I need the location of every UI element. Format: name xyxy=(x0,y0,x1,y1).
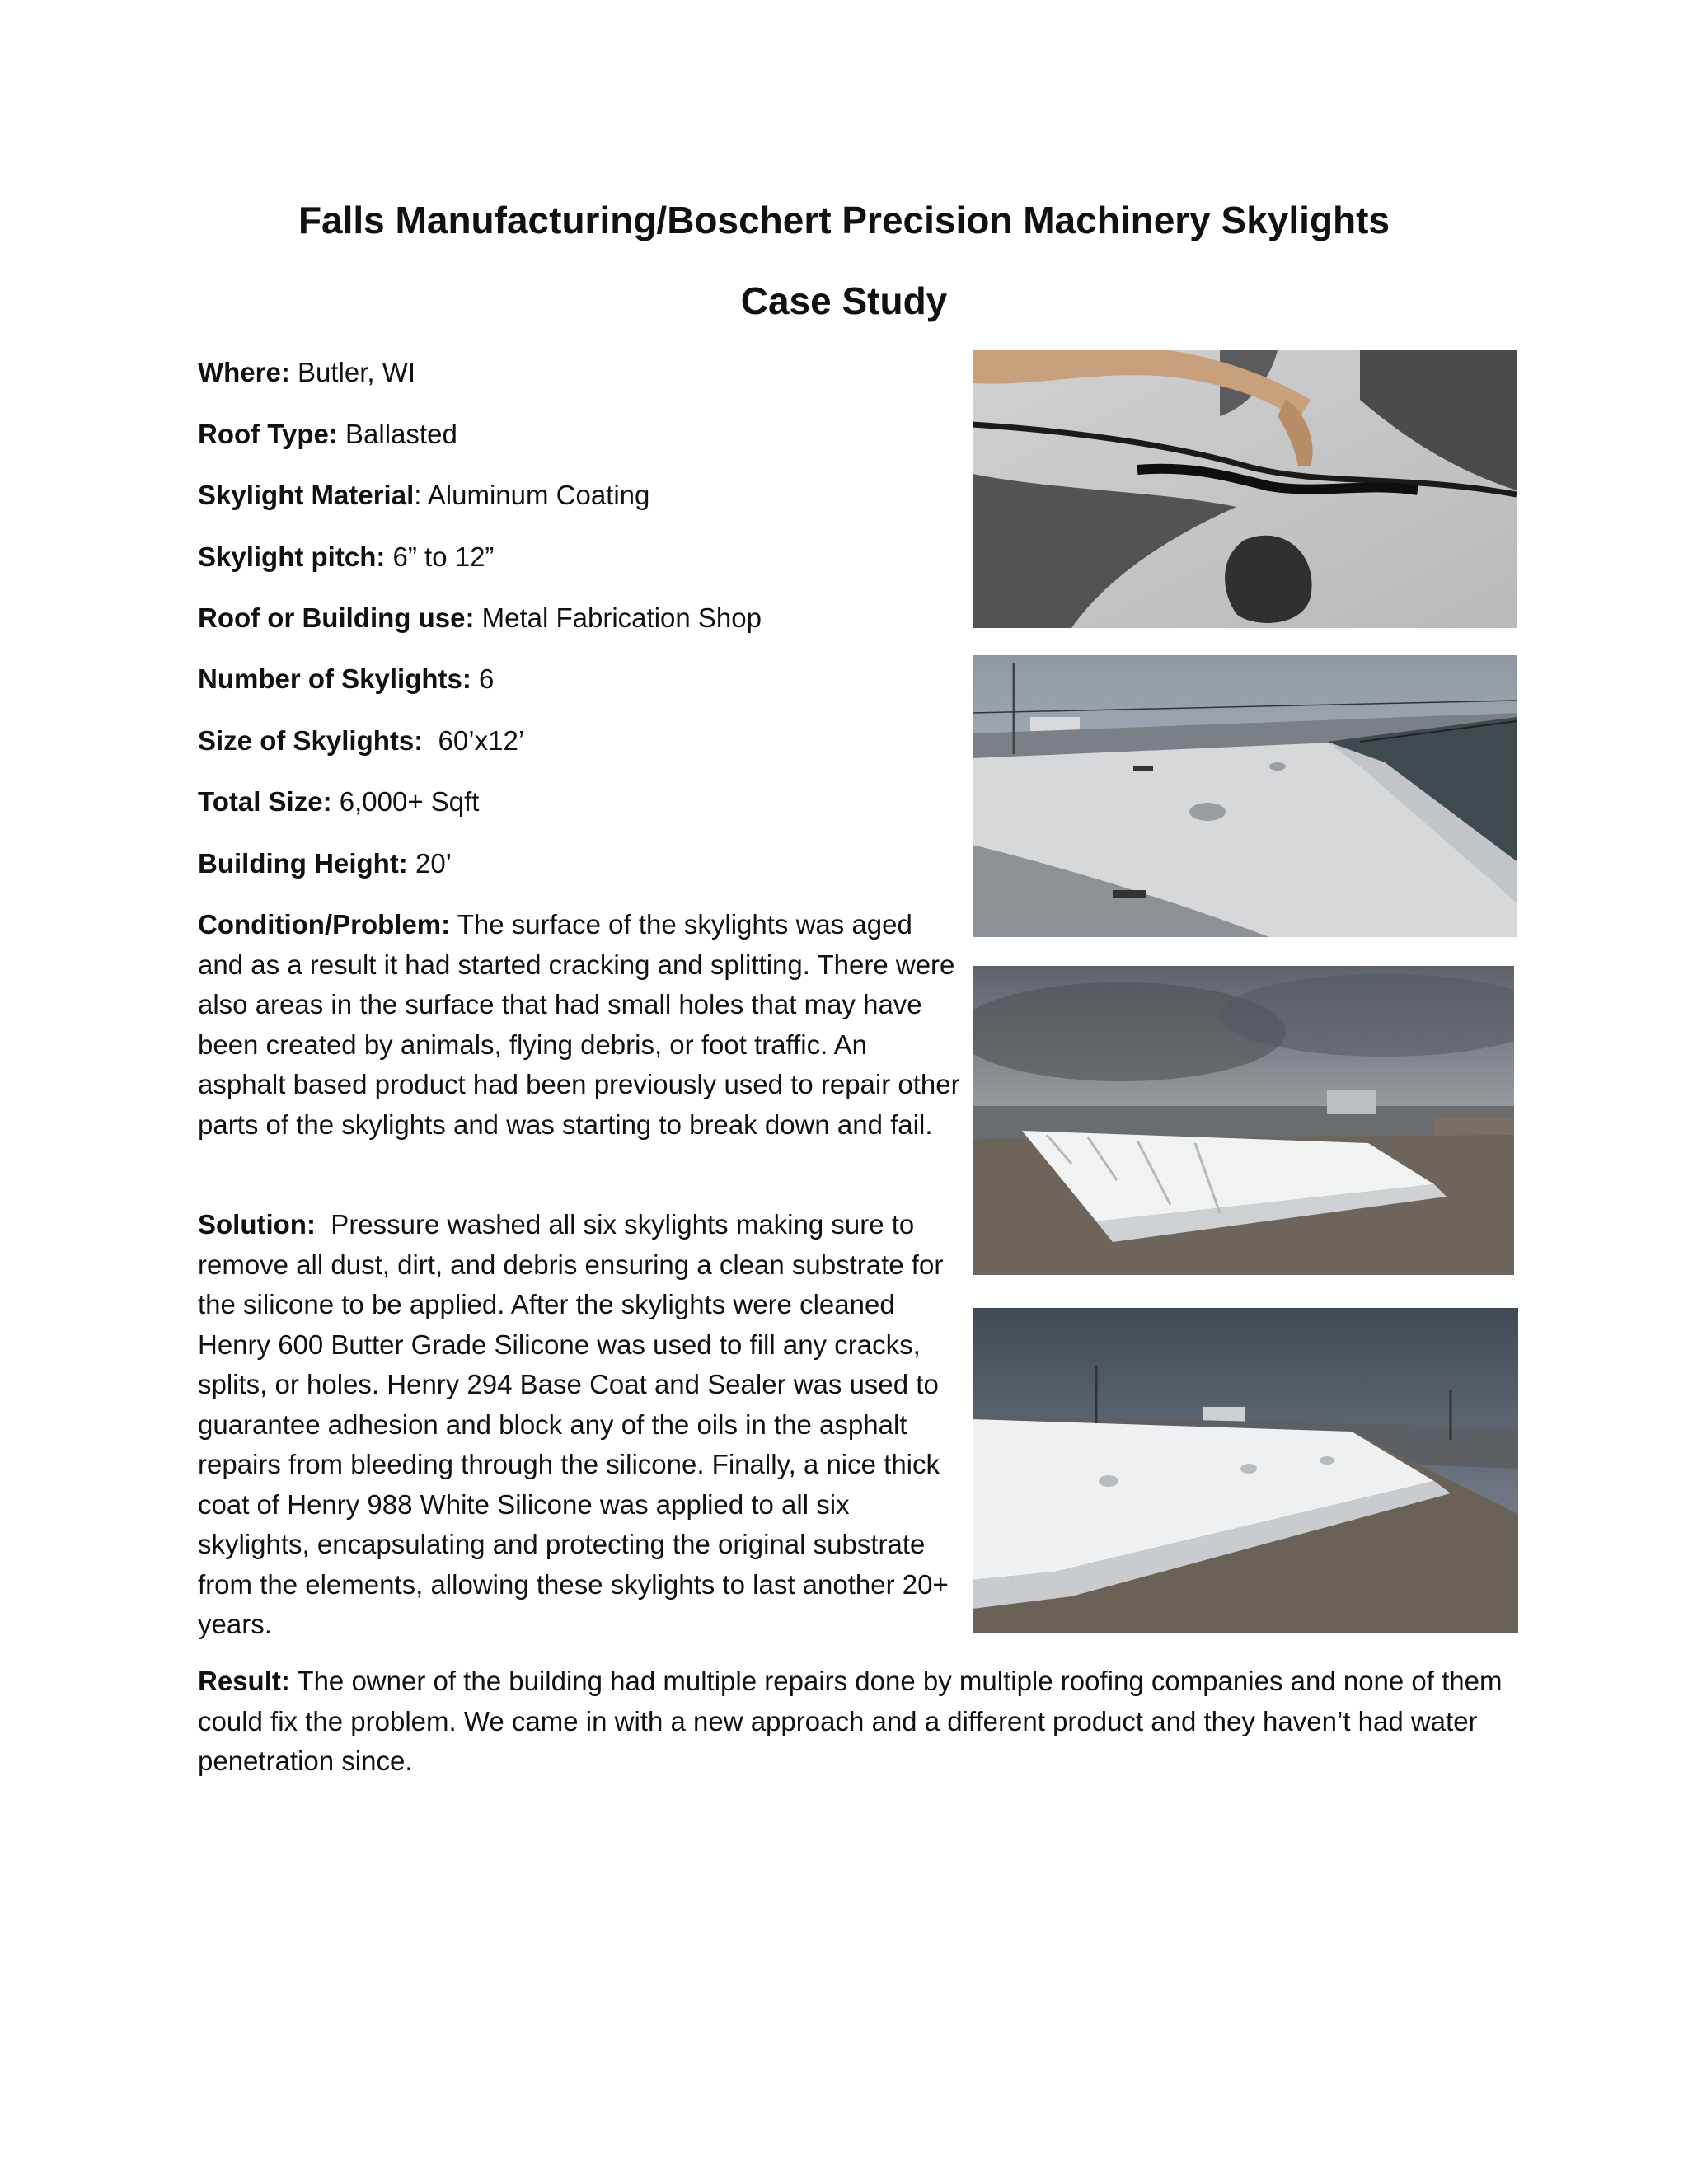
field-skylight-pitch xyxy=(198,537,964,577)
field-label: Building Height: xyxy=(198,848,408,879)
condition-paragraph xyxy=(198,905,960,1145)
field-label: Number of Skylights: xyxy=(198,663,471,694)
condition-text: The surface of the skylights was aged and as a result it had started cracking and splitting. There were also areas in the surface that had small holes that may have been created by animals, flying debris, or foot traffic. An asphalt based product had been previously used to repair other parts of the skylights and was starting to break down and fail. xyxy=(198,909,960,1140)
solution-label: Solution: xyxy=(198,1209,316,1240)
document-title: Falls Manufacturing/Boschert Precision Machinery Skylights xyxy=(298,199,1390,241)
field-roof-type xyxy=(198,415,964,454)
photo-skylight-close-after xyxy=(973,1308,1518,1633)
field-value: Butler, WI xyxy=(289,357,416,387)
solution-paragraph xyxy=(198,1205,960,1645)
field-label: Skylight pitch: xyxy=(198,541,386,572)
field-value: 60’x12’ xyxy=(423,725,525,756)
field-value: 6” to 12” xyxy=(385,541,495,572)
field-value: 6,000+ Sqft xyxy=(331,786,480,817)
field-value: 6 xyxy=(471,663,495,694)
field-label: Roof or Building use: xyxy=(198,602,475,633)
field-value: 20’ xyxy=(407,848,452,879)
field-building-height xyxy=(198,844,964,883)
field-label: Total Size: xyxy=(198,786,332,817)
field-value: : Aluminum Coating xyxy=(414,480,650,510)
field-where xyxy=(198,353,964,392)
condition-label: Condition/Problem: xyxy=(198,909,451,940)
solution-text: Pressure washed all six skylights making sure to remove all dust, dirt, and debris ensuring a clean substrate for the silicone to be applied. After the skylights were cleaned Henry 600 Butter Grade Silicone was used to fill any cracks, splits, or holes. Henry 294 Base Coat and Sealer was used to guarantee adhesion and block any of the oils in the asphalt repairs from bleeding through the silicone. Finally, a nice thick coat of Henry 988 White Silicone was applied to all six skylights, encapsulating and protecting the original substrate from the elements, allowing these skylights to last another 20+ years. xyxy=(198,1209,956,1639)
field-label: Where: xyxy=(198,357,290,387)
field-value: Ballasted xyxy=(337,419,457,449)
field-size-of-skylights xyxy=(198,721,964,761)
field-label: Skylight Material xyxy=(198,480,415,510)
document-subtitle: Case Study xyxy=(740,279,948,322)
field-building-use xyxy=(198,598,964,638)
result-paragraph xyxy=(198,1661,1508,1782)
field-label: Size of Skylights: xyxy=(198,725,424,756)
field-number-of-skylights xyxy=(198,659,964,699)
result-label: Result: xyxy=(198,1666,290,1696)
photo-skylight-before xyxy=(973,655,1517,937)
photo-cracked-surface xyxy=(973,350,1517,628)
field-value: Metal Fabrication Shop xyxy=(474,602,762,633)
field-total-size xyxy=(198,782,964,822)
field-skylight-material xyxy=(198,476,964,515)
result-text: The owner of the building had multiple repairs done by multiple roofing companies and none of them could fix the problem. We came in with a new approach and a different product and they haven’t had water penetration since. xyxy=(198,1666,1503,1776)
field-label: Roof Type: xyxy=(198,419,338,449)
photo-skylights-wide-after xyxy=(973,966,1514,1275)
